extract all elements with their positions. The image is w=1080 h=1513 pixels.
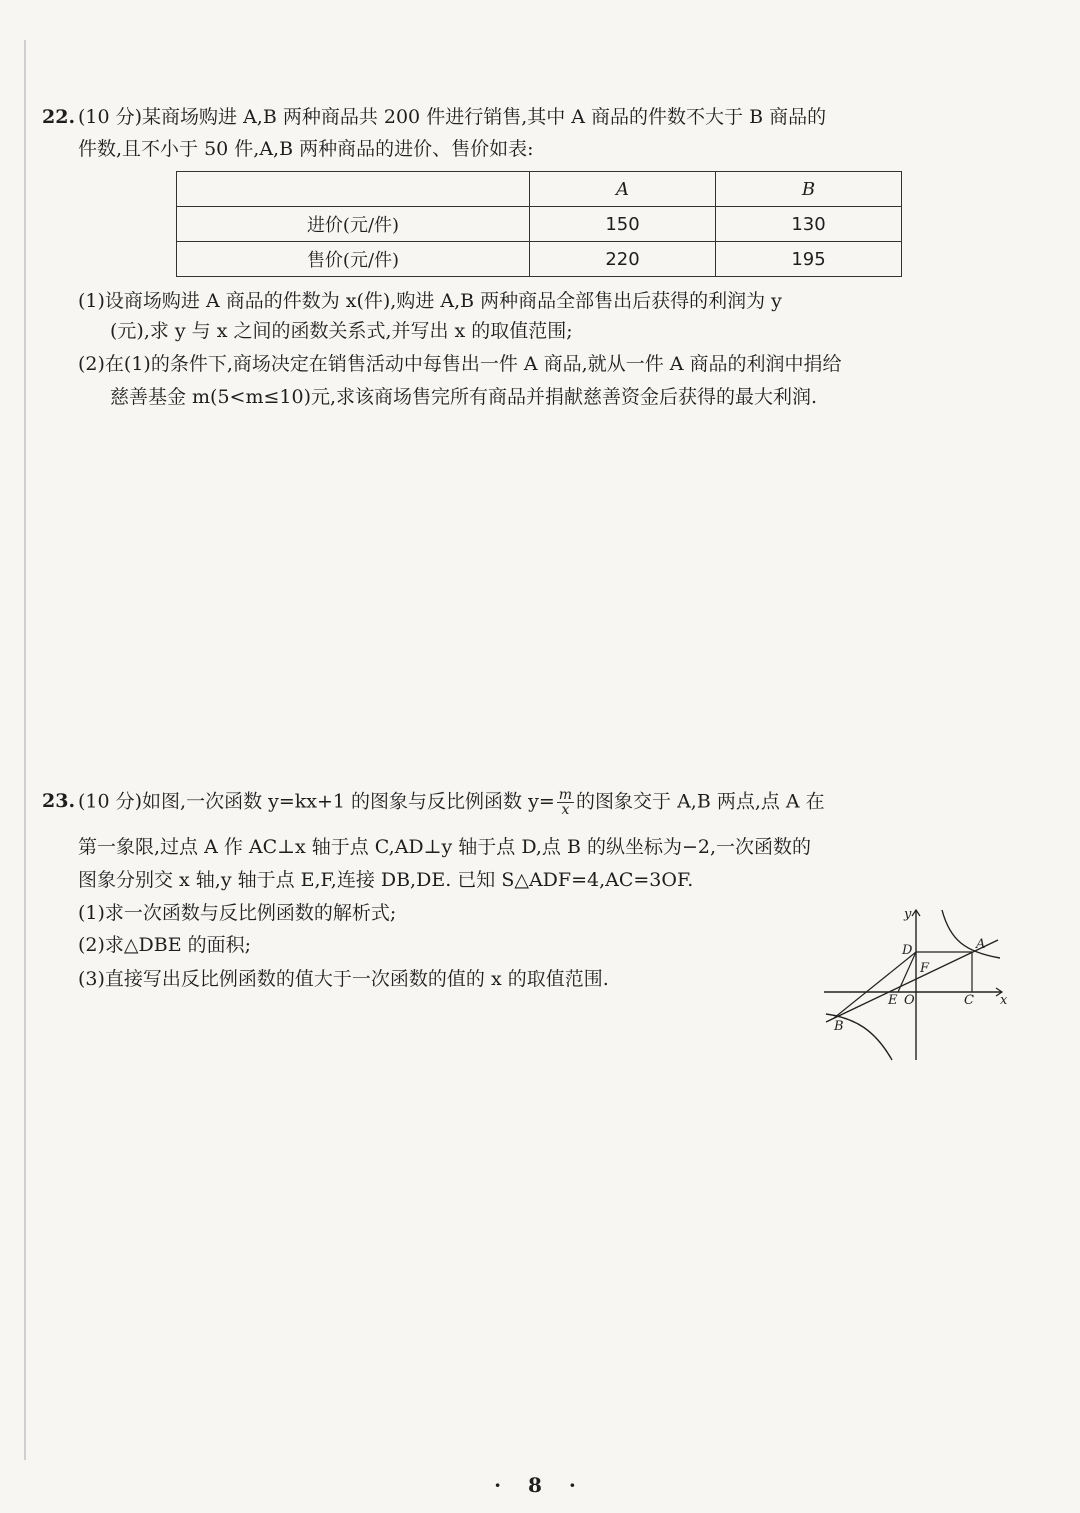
label-d: D xyxy=(902,943,913,958)
page-gutter-line xyxy=(24,40,26,1460)
q22-number: 22. xyxy=(42,106,76,128)
price-table xyxy=(176,171,902,277)
q23-number: 23. xyxy=(42,790,76,812)
q23-part2: (2)求△DBE 的面积; xyxy=(78,934,252,956)
label-e: E xyxy=(888,993,898,1008)
hyperbola-branch-q1 xyxy=(942,910,1000,958)
label-x: x xyxy=(1000,993,1008,1008)
table-cell: 195 xyxy=(716,242,902,277)
price-table-header xyxy=(177,172,902,207)
table-cell: 售价(元/件) xyxy=(177,242,530,277)
label-o: O xyxy=(904,993,915,1008)
fraction-numerator: m xyxy=(558,787,573,803)
q23-line3: 图象分别交 x 轴,y 轴于点 E,F,连接 DB,DE. 已知 S△ADF=4,AC=3OF. xyxy=(78,869,694,891)
q22-part1-line2: (元),求 y 与 x 之间的函数关系式,并写出 x 的取值范围; xyxy=(110,320,573,342)
q22-part2-line1: (2)在(1)的条件下,商场决定在销售活动中每售出一件 A 商品,就从一件 A 商品的利润中捐给 xyxy=(78,353,842,375)
label-a: A xyxy=(976,937,986,952)
q23-line1-a: (10 分)如图,一次函数 y=kx+1 的图象与反比例函数 y= xyxy=(78,790,555,813)
q23-line2: 第一象限,过点 A 作 AC⊥x 轴于点 C,AD⊥y 轴于点 D,点 B 的纵坐标为−2,一次函数的 xyxy=(78,836,812,858)
table-row xyxy=(177,242,902,277)
label-y: y xyxy=(904,907,912,922)
table-cell: 220 xyxy=(530,242,716,277)
q23-part1: (1)求一次函数与反比例函数的解析式; xyxy=(78,902,397,924)
q22-part1-line1: (1)设商场购进 A 商品的件数为 x(件),购进 A,B 两种商品全部售出后获得的利润为 y xyxy=(78,290,782,312)
table-cell: 130 xyxy=(716,207,902,242)
label-f: F xyxy=(920,961,930,976)
segment-de xyxy=(898,952,916,992)
q23-line1 xyxy=(78,788,825,817)
fraction-denominator: x xyxy=(561,802,570,818)
q22-part2-line2: 慈善基金 m(5<m≤10)元,求该商场售完所有商品并捐献慈善资金后获得的最大利润. xyxy=(110,386,818,408)
page-number: · 8 · xyxy=(494,1473,586,1497)
label-b: B xyxy=(834,1019,844,1034)
fraction-m-over-x xyxy=(557,788,574,817)
q23-part3: (3)直接写出反比例函数的值大于一次函数的值的 x 的取值范围. xyxy=(78,968,609,990)
q23-line1-b: 的图象交于 A,B 两点,点 A 在 xyxy=(576,790,825,813)
label-c: C xyxy=(964,993,974,1008)
q22-line1: (10 分)某商场购进 A,B 两种商品共 200 件进行销售,其中 A 商品的件数不大于 B 商品的 xyxy=(78,106,827,128)
table-cell xyxy=(177,172,530,207)
table-row xyxy=(177,207,902,242)
q22-line2: 件数,且不小于 50 件,A,B 两种商品的进价、售价如表: xyxy=(78,138,534,160)
table-cell: 进价(元/件) xyxy=(177,207,530,242)
table-header-b: B xyxy=(716,172,902,207)
q23-figure xyxy=(820,900,1010,1070)
table-cell: 150 xyxy=(530,207,716,242)
table-header-a: A xyxy=(530,172,716,207)
